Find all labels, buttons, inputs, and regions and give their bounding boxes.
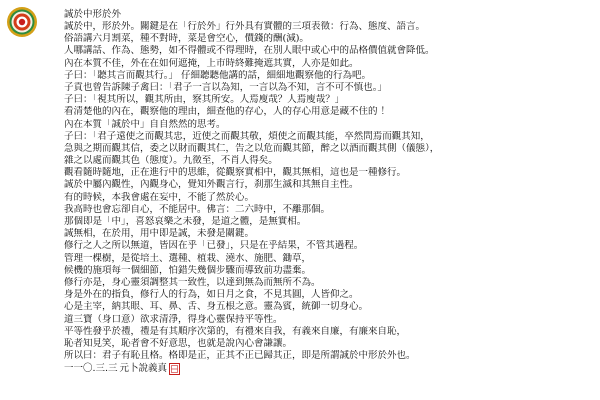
text-line: 修行亦是，身心靈須調整其一致性，以達到無為而無所不為。	[64, 276, 321, 288]
red-seal-stamp	[169, 363, 180, 375]
text-line: 人哪講話、作為、態勢，如不得體或不得理時，在別人眼中或心中的品格價值就會降低。	[64, 45, 435, 57]
text-line: 雜之以處而觀其色（態度）。九徵至，不肖人得矣。	[64, 155, 278, 167]
text-line: 道三寶（身口意）欲求清淨，得身心靈保持平等性。	[64, 313, 283, 325]
text-line: 內在本質「誠於中」自自然然的思考。	[64, 118, 226, 130]
text-line: 誠於中，形於外。關鍵是在「行於外」行外具有實體的三項表徵：行為、態度、語言。	[64, 21, 426, 32]
author-text: 元卜說義真	[119, 363, 168, 375]
text-line: 身是外在的指負，修行人的行為，如日月之食，不見其圓，人皆仰之。	[64, 289, 359, 301]
text-line: 俗語講六月割菜，種不對時，菜是會空心，價錢的酬(減)。	[64, 33, 309, 45]
text-line: 觀看隨時隨地，正在進行中的思維，從觀察實相中，觀其無相，這也是一種修行。	[64, 167, 407, 179]
text-line: 看清楚他的內在，觀察他的理由，細查他的存心，人的存心用意是藏不住的 ！	[64, 106, 391, 118]
text-line: 子曰：「視其所以，觀其所由，察其所安。人焉廋哉？人焉廋哉？」	[64, 94, 345, 106]
text-line: 所以曰：君子有恥且格。格即是正，正其不正已歸其正，即是所謂誠於中形於外也。	[64, 350, 416, 362]
date-text: 一一〇.三.三	[64, 363, 118, 375]
text-line: 誠無相，在於用，用中即是誠，未發是關鍵。	[64, 228, 255, 240]
text-line: 候機的施項每一個細節，怕錯失幾個步驟而導致前功盡棄。	[64, 264, 312, 276]
text-line: 子曰：「聽其言而觀其行。」 仔細聽聽他講的話，細細地觀察他的行為吧。	[64, 69, 372, 81]
text-line: 管理一棵樹，是從培土、選種、植栽、澆水、施肥、鋤草，	[64, 252, 312, 264]
text-line: 修行之人之所以無道，皆因在乎「已發」，只是在乎結果，不管其過程。	[64, 240, 364, 252]
emblem-logo	[6, 6, 38, 38]
signature-line	[64, 362, 592, 376]
text-line: 內在本質不佳，外在在如何遮掩，上市時終難掩遮其實，人亦是如此。	[64, 57, 359, 69]
text-line: 我高時也會忘卻自心，不能居中。佛言：二六時中，不離那個。	[64, 203, 331, 215]
text-line: 有的時候，本我會處在妄中，不能了然於心。	[64, 191, 255, 203]
text-line: 誠於中屬內觀性，內觀身心，覺知外觀言行，刹那生滅和其無自主性。	[64, 179, 359, 191]
text-line: 急與之期而觀其信，委之以財而觀其仁，告之以危而觀其節，醉之以酒而觀其側（儀態），	[64, 142, 440, 154]
document-body	[64, 8, 592, 376]
text-line: 平等性發乎於禮，禮是有其順序次第的，有禮來自我，有義來自廉，有廉來自恥，	[64, 325, 407, 337]
text-line: 子貢也曾告訴陳子禽曰：「君子一言以為知，一言以為不知，言不可不慎也。」	[64, 81, 388, 93]
text-lines	[64, 21, 592, 362]
document-title: 誠於中形於外	[64, 9, 122, 20]
text-line: 心是主宰，納其眼、耳、鼻、舌、身五根之意。靈為賓，統御一切身心。	[64, 301, 369, 313]
text-line: 那個即是「中」，喜怒哀樂之未發，是道之體，是無實相。	[64, 216, 307, 227]
text-line: 恥者知見笑，恥者會不好意思，也就是說內心會謙讓。	[64, 337, 293, 349]
text-line: 子曰：「君子遠使之而觀其忠，近使之而觀其敬，煩使之而觀其能，卒然問焉而觀其知，	[64, 130, 430, 142]
